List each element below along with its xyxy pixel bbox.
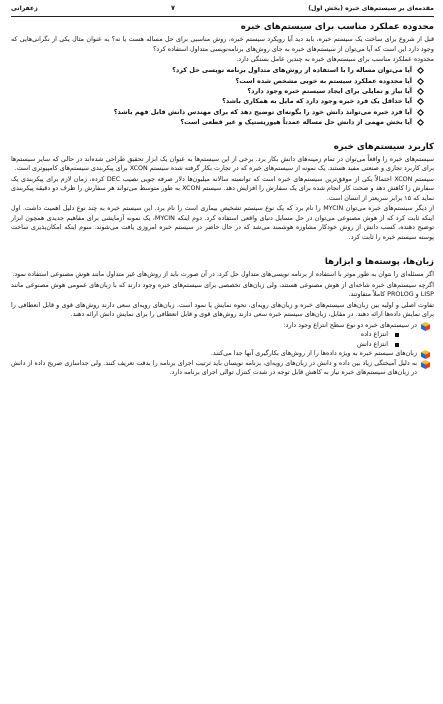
question-text: آیا نیاز و تمایلی برای ایجاد سیستم خبره وجود دارد؟ (247, 87, 412, 96)
sublist-text: انتزاع دانش (357, 340, 388, 348)
diamond-bullet-icon (417, 78, 424, 85)
spacer (11, 243, 434, 252)
section-heading-applications: کاربرد سیستم‌های خبره (333, 141, 434, 152)
diamond-bullet-icon (417, 67, 424, 74)
section-heading-languages: زبان‌ها، پوسته‌ها و ابزارها (324, 257, 434, 268)
bullet-text: زبان‌های سیستم خبره به ویژه داده‌ها را از روش‌های بکارگیری آنها جدا می‌کنند. (210, 350, 417, 358)
bullet-text: در سیستم‌های خبره دو نوع سطح انتزاع وجود دارد: (283, 321, 417, 329)
colored-cube-bullet-icon (421, 322, 430, 331)
diamond-bullet-icon (417, 98, 424, 105)
question-item (11, 65, 424, 75)
section2-paragraph-3: از دیگر سیستم‌های خبره می‌توان MYCIN را نام برد که یک نوع سیستم تشخیص بیماری است را نام برد. این سیستم خبره به چند نوع دلیل اهمیت داشت. اول اینکه ثابت کرد که از هوش مصنوعی می‌توان در حل مسایل دنیای واقعی استفاده کرد. دوم اینکه MYCIN، یک نمونه آزمایشی برای مفاهیم جدیدی همچون ابزار توضیح دهنده، کسب دانش از روش خودکار مشاوره هوشمند می‌شد که در حال حاضر در سیستم خبره امروزی یافت می‌شوند. سوم اینکه امکان‌پذیری ساخت پوسته سیستم خبره را ثابت کرد. (11, 205, 434, 241)
diamond-bullet-icon (417, 88, 424, 95)
sublist-item (11, 340, 399, 350)
section1-paragraph: قبل از شروع برای ساخت یک سیستم خبره، باید دید آیا رویکرد سیستم خبره، روش مناسبی برای حل مساله هست یا نه؟ به عنوان مثال یکی از نگرانی‌هایی که وجود دارد این است که آیا می‌توان از سیستم‌های خبره به جای روش‌های برنامه‌نویسی متداول استفاده کرد؟ (11, 36, 434, 53)
section2-paragraph-2: سیستم XCON احتمالاً یکی از موفق‌ترین سیستم‌های خبره است که توانسته سالانه میلیون‌ها دلار صرفه جویی نصیب DEC کرده، زمان لازم برای پیکربندی یک سفارش را کاهش دهد و صحت کار انجام شده برای یک سفارش را افزایش دهد. سیستم XCON به طور متوسط می‌تواند هر سفارش را ظرف دو دقیقه پیکربندی نماید که ۱۵ برابر سریعتر از انسان است. (11, 175, 435, 202)
question-item (11, 117, 424, 127)
page-number: ۷ (171, 4, 175, 12)
spacer (11, 128, 434, 137)
section3-paragraph-1: اگر مسئله‌ای را نتوان به طور موثر با استفاده از برنامه نویسی‌های متداول حل کرد، در آن صورت باید از روش‌های غیر متداول مانند هوش مصنوعی استفاده نمود. (12, 271, 434, 279)
question-item (11, 96, 424, 106)
section2-paragraph-1: سیستم‌های خبره را واقعاً می‌توان در تمام زمینه‌های دانش بکار برد. برخی از این سیستم‌ها به عنوان یک ابزار تحقیق طراحی شده‌اند در حالی که سایر سیستم‌ها برای کاربرد تجاری و صنعتی مفید هستند. یک نمونه از سیستم‌های خبره که در تجارت بکار گرفته شده سیستم XCON برای پیکربندی سیستم‌های کامپیوتری است. (11, 155, 434, 173)
question-item (11, 76, 424, 86)
bullet-item (11, 349, 430, 358)
diamond-bullet-icon (417, 109, 424, 116)
section-heading-scope: محدوده عملکرد مناسب برای سیستم‌های خبره (240, 22, 434, 32)
question-item (11, 86, 424, 96)
square-bullet-icon (395, 343, 399, 347)
header-book-title: مقدمه‌ای بر سیستم‌های خبره (بخش اول) (308, 4, 434, 12)
question-text: آیا بخش مهمی از دانش حل مساله عمدتاً هیوریستیک و غیر قطعی است؟ (180, 118, 412, 127)
section1-intro: محدوده عملکرد مناسب برای سیستم‌های خبره به چندین عامل بستگی دارد. (236, 56, 434, 63)
section3-paragraph-2: اگرچه سیستم‌های خبره شاخه‌ای از هوش مصنوعی هستند، ولی زبان‌های تخصصی برای سیستم‌های خبره وجود دارند که با زبان‌های عمومی هوش مصنوعی مانند LISP و PROLOG کاملاً متفاوتند. (11, 281, 434, 299)
header-author: زعفرانی (11, 4, 38, 12)
diamond-bullet-icon (417, 119, 424, 126)
question-text: آیا می‌توان مساله را با استفاده از روش‌های متداول برنامه نویسی حل کرد؟ (172, 66, 412, 75)
square-bullet-icon (395, 333, 399, 337)
question-text: آیا فرد خبره می‌تواند دانش خود را بگونه‌ای توضیح دهد که برای مهندس دانش قابل فهم باشد؟ (113, 107, 412, 116)
sublist-item (11, 330, 399, 340)
question-text: آیا حداقل یک فرد خبره وجود دارد که مایل به همکاری باشد؟ (222, 97, 412, 106)
bullet-text: به دلیل آمیختگی زیاد بین داده و دانش در زبان‌های رویه‌ای، برنامه نویسان باید ترتیب اجرای برنامه را بدقت تعریف کنند. ولی جداسازی صریح داده از دانش در زبان‌های سیستم‌های خبره نیاز به کاهش قابل توجه در شدت کنترل توالی اجرای برنامه دارد. (11, 359, 417, 377)
bullet-item (11, 321, 430, 350)
abstraction-sublist (11, 330, 417, 349)
question-list (11, 65, 434, 127)
running-header (11, 0, 434, 17)
bullet-list (11, 321, 434, 378)
bullet-item (11, 359, 430, 378)
sublist-text: انتزاع داده (360, 331, 388, 339)
question-text: آیا محدوده عملکرد سیستم به خوبی مشخص شده است؟ (235, 76, 412, 85)
section3-paragraph-3: تفاوت اصلی و اولیه بین زبان‌های سیستم‌های خبره و زبان‌های رویه‌ای، نحوه نمایش یا نمود است. زبان‌های رویه‌ای سعی دارند روش‌های قوی و قابل انعطافی را برای نمایش داده‌ها ارائه دهند. در مقابل، زبان‌های سیستم خبره سعی دارند روش‌های قوی و قابل انعطافی را برای نمایش دانش ارائه دهند. (11, 301, 434, 319)
question-item (11, 107, 424, 117)
colored-cube-bullet-icon (421, 360, 430, 369)
